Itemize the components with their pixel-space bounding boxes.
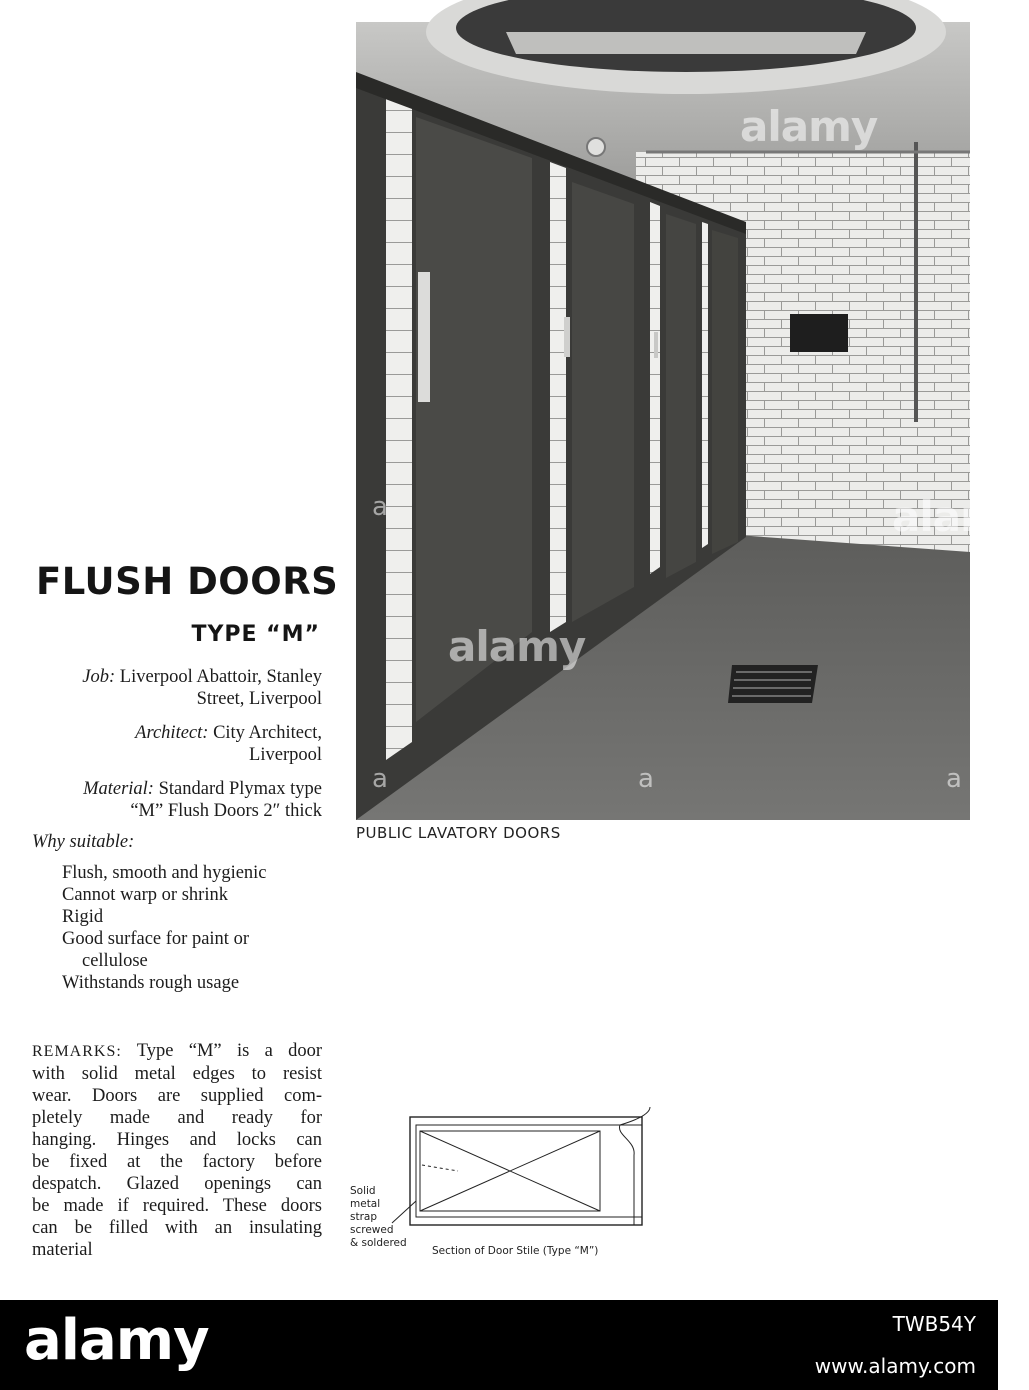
list-item: cellulose: [82, 951, 148, 971]
watermark-text: alamy: [448, 622, 586, 671]
watermark-text: a: [946, 764, 962, 794]
strap-label-line: screwed: [350, 1224, 394, 1236]
watermark-text: alamy: [740, 102, 878, 151]
page-title: FLUSH DOORS: [36, 560, 339, 603]
remarks-line: despatch. Glazed openings can: [32, 1174, 322, 1194]
strap-label-line: & soldered: [350, 1237, 407, 1249]
architect-line-1: City Architect,: [208, 723, 322, 743]
strap-label-line: Solid: [350, 1185, 376, 1197]
remarks-line: can be filled with an insulating: [32, 1218, 322, 1238]
architect-line-2: Liverpool: [249, 745, 322, 765]
why-suitable-label: Why suitable:: [32, 832, 135, 852]
remarks-line: be fixed at the factory before: [32, 1152, 322, 1172]
remarks-label: REMARKS:: [32, 1043, 122, 1060]
watermark-text: a: [638, 764, 654, 794]
page-subtitle: TYPE “M”: [191, 622, 320, 647]
watermark-text: a: [372, 764, 388, 794]
strap-label-line: strap: [350, 1211, 378, 1223]
list-item: Rigid: [62, 907, 104, 927]
remarks-line: be made if required. These doors: [32, 1196, 322, 1216]
lavatory-photo-illustration: [356, 22, 970, 820]
strap-label-line: metal: [350, 1198, 381, 1210]
remarks-line: wear. Doors are supplied com-: [32, 1086, 322, 1106]
material-line-1: Standard Plymax type: [153, 779, 322, 799]
material-block: [32, 778, 322, 822]
photo-caption: PUBLIC LAVATORY DOORS: [356, 824, 561, 842]
material-line-2: “M” Flush Doors 2″ thick: [130, 801, 322, 821]
job-block: [32, 666, 322, 710]
remarks-line: Type “M” is a door: [121, 1041, 322, 1061]
stock-banner: [0, 1300, 998, 1390]
lavatory-photo: [356, 22, 1029, 820]
watermark-text: a: [372, 492, 388, 522]
diagram-caption: Section of Door Stile (Type “M”): [432, 1245, 599, 1257]
strap-label: [350, 1185, 407, 1250]
why-suitable-list: [62, 862, 332, 994]
remarks-line: pletely made and ready for: [32, 1108, 322, 1128]
job-line-1: Liverpool Abattoir, Stanley: [115, 667, 322, 687]
brand-logo: alamy: [24, 1308, 209, 1373]
door-stile-diagram: [350, 1105, 670, 1265]
material-label: Material:: [83, 779, 154, 799]
architect-block: [32, 722, 322, 766]
remarks-paragraph: [32, 1040, 322, 1261]
watermark-text: alamy: [892, 492, 1029, 541]
architect-label: Architect:: [135, 723, 209, 743]
list-item: Withstands rough usage: [62, 973, 240, 993]
remarks-line: material: [32, 1240, 93, 1260]
remarks-line: hanging. Hinges and locks can: [32, 1130, 322, 1150]
list-item: Flush, smooth and hygienic: [62, 863, 267, 883]
list-item: Good surface for paint or: [62, 929, 249, 949]
job-label: Job:: [82, 667, 116, 687]
job-line-2: Street, Liverpool: [196, 689, 322, 709]
list-item: Cannot warp or shrink: [62, 885, 228, 905]
remarks-line: with solid metal edges to resist: [32, 1064, 322, 1084]
image-id: TWB54Y: [892, 1312, 976, 1336]
site-url: www.alamy.com: [814, 1354, 976, 1378]
